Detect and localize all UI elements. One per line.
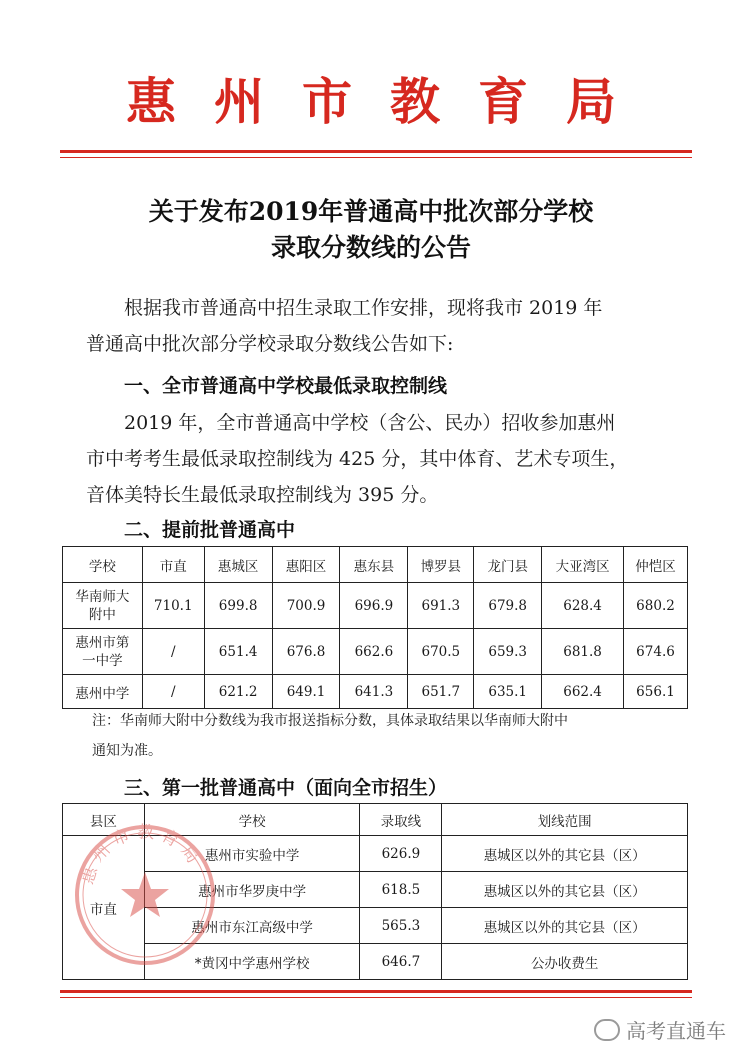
watermark-text: 高考直通车 <box>626 1019 726 1043</box>
intro-line: 普通高中批次部分学校录取分数线公告如下: <box>86 333 454 355</box>
school-cell: 惠州市实验中学 <box>144 836 360 872</box>
score-cell: 635.1 <box>474 675 542 709</box>
column-header: 划线范围 <box>442 804 688 836</box>
score-cell: 651.4 <box>204 629 272 675</box>
column-header: 学校 <box>144 804 360 836</box>
section1-paragraph <box>86 405 666 513</box>
red-rule-bottom <box>60 990 692 993</box>
table-row <box>63 908 688 944</box>
doc-title-line2: 录取分数线的公告 <box>270 233 471 262</box>
score-cell: 565.3 <box>360 908 442 944</box>
note-line: 通知为准。 <box>92 743 162 759</box>
score-cell: 699.8 <box>204 583 272 629</box>
score-cell: 681.8 <box>542 629 624 675</box>
table-row <box>63 675 688 709</box>
table-row <box>63 629 688 675</box>
column-header: 学校 <box>63 547 143 583</box>
red-rule-top <box>60 150 692 153</box>
score-cell: 651.7 <box>408 675 474 709</box>
letterhead: 惠州市教育局 <box>126 73 654 131</box>
intro-paragraph <box>86 290 666 362</box>
score-cell: 656.1 <box>624 675 688 709</box>
table-row <box>63 872 688 908</box>
section1-line: 市中考考生最低录取控制线为 425 分，其中体育、艺术专项生， <box>86 448 629 470</box>
red-rule-top-thin <box>60 157 692 158</box>
column-header: 惠阳区 <box>272 547 340 583</box>
watermark <box>594 1015 726 1044</box>
first-batch-table <box>62 803 688 980</box>
score-cell: / <box>142 675 204 709</box>
score-cell: 696.9 <box>340 583 408 629</box>
score-cell: 680.2 <box>624 583 688 629</box>
score-cell: 626.9 <box>360 836 442 872</box>
score-cell: / <box>142 629 204 675</box>
column-header: 市直 <box>142 547 204 583</box>
column-header: 龙门县 <box>474 547 542 583</box>
school-cell: 惠州市第 一中学 <box>63 629 143 675</box>
range-cell: 公办收费生 <box>442 944 688 980</box>
range-cell: 惠城区以外的其它县（区） <box>442 908 688 944</box>
doc-title-line1: 关于发布2019年普通高中批次部分学校 <box>148 197 594 226</box>
school-cell: 惠州中学 <box>63 675 143 709</box>
score-cell: 676.8 <box>272 629 340 675</box>
score-cell: 641.3 <box>340 675 408 709</box>
table-header-row <box>63 804 688 836</box>
school-cell: 华南师大 附中 <box>63 583 143 629</box>
table-row <box>63 836 688 872</box>
svg-text:惠州市教育局: 惠州市教育局 <box>77 822 207 887</box>
table-note <box>92 706 692 766</box>
score-cell: 662.6 <box>340 629 408 675</box>
section3-heading: 三、第一批普通高中（面向全市招生） <box>124 777 448 799</box>
score-cell: 670.5 <box>408 629 474 675</box>
score-cell: 646.7 <box>360 944 442 980</box>
section2-heading: 二、提前批普通高中 <box>124 519 296 541</box>
early-batch-table <box>62 546 688 709</box>
red-rule-bottom-thin <box>60 997 692 998</box>
column-header: 惠东县 <box>340 547 408 583</box>
section1-heading: 一、全市普通高中学校最低录取控制线 <box>124 375 448 397</box>
district-cell: 市直 <box>63 836 145 980</box>
score-cell: 618.5 <box>360 872 442 908</box>
score-cell: 710.1 <box>142 583 204 629</box>
column-header: 大亚湾区 <box>542 547 624 583</box>
score-cell: 662.4 <box>542 675 624 709</box>
section1-line: 2019 年，全市普通高中学校（含公、民办）招收参加惠州 <box>124 412 616 434</box>
chat-bubble-icon <box>594 1019 620 1041</box>
score-cell: 674.6 <box>624 629 688 675</box>
school-cell: 惠州市华罗庚中学 <box>144 872 360 908</box>
column-header: 县区 <box>63 804 145 836</box>
column-header: 惠城区 <box>204 547 272 583</box>
column-header: 博罗县 <box>408 547 474 583</box>
column-header: 录取线 <box>360 804 442 836</box>
score-cell: 621.2 <box>204 675 272 709</box>
table-row <box>63 583 688 629</box>
school-cell: 惠州市东江高级中学 <box>144 908 360 944</box>
section1-line: 音体美特长生最低录取控制线为 395 分。 <box>86 484 439 506</box>
table-header-row <box>63 547 688 583</box>
range-cell: 惠城区以外的其它县（区） <box>442 836 688 872</box>
score-cell: 691.3 <box>408 583 474 629</box>
table-row <box>63 944 688 980</box>
score-cell: 649.1 <box>272 675 340 709</box>
school-cell: *黄冈中学惠州学校 <box>144 944 360 980</box>
score-cell: 679.8 <box>474 583 542 629</box>
score-cell: 659.3 <box>474 629 542 675</box>
score-cell: 700.9 <box>272 583 340 629</box>
score-cell: 628.4 <box>542 583 624 629</box>
range-cell: 惠城区以外的其它县（区） <box>442 872 688 908</box>
intro-line: 根据我市普通高中招生录取工作安排，现将我市 2019 年 <box>124 297 603 319</box>
column-header: 仲恺区 <box>624 547 688 583</box>
note-line: 注：华南师大附中分数线为我市报送指标分数，具体录取结果以华南师大附中 <box>92 713 568 729</box>
